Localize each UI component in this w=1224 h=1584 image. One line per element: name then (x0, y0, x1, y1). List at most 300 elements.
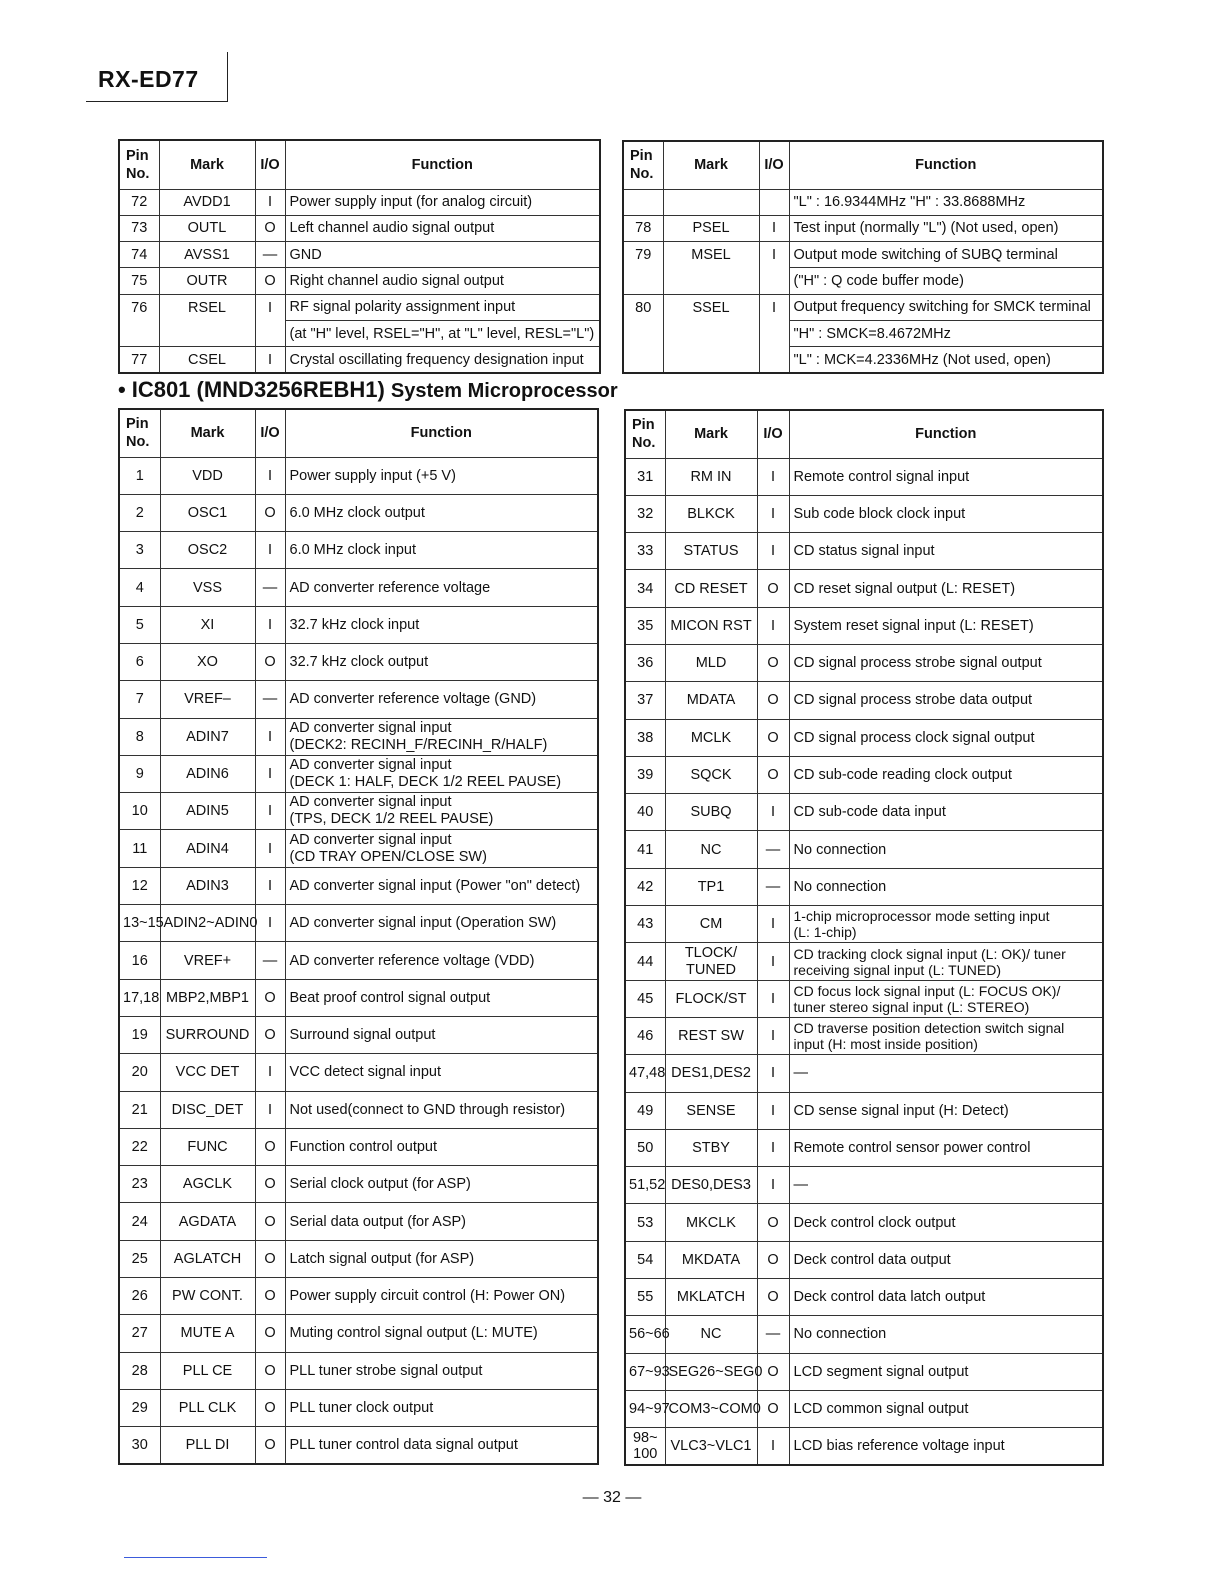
function-cell: 6.0 MHz clock input (285, 532, 598, 569)
pin-cell: 2 (119, 494, 160, 531)
pin-cell: 27 (119, 1315, 160, 1352)
function-cell: PLL tuner strobe signal output (285, 1352, 598, 1389)
table-row (119, 268, 600, 294)
table-row (625, 1092, 1103, 1129)
col-header-io: I/O (759, 141, 789, 189)
table-row (625, 1316, 1103, 1353)
io-cell: O (255, 1352, 285, 1389)
function-cell: CD signal process strobe data output (789, 682, 1103, 719)
pin-cell: 41 (625, 831, 665, 868)
pin-cell: 1 (119, 457, 160, 494)
pin-cell: 46 (625, 1017, 665, 1054)
io-cell: I (255, 718, 285, 755)
function-cell: CD signal process strobe signal output (789, 644, 1103, 681)
mark-cell: DISC_DET (160, 1091, 255, 1128)
mark-cell: ADIN3 (160, 867, 255, 904)
table-row (119, 494, 598, 531)
io-cell: — (255, 242, 285, 268)
table-row (119, 1352, 598, 1389)
function-cell: LCD common signal output (789, 1390, 1103, 1427)
mark-cell: MCLK (665, 719, 757, 756)
io-cell: O (255, 1427, 285, 1464)
io-cell: I (255, 793, 285, 830)
mark-cell: MKLATCH (665, 1279, 757, 1316)
io-cell: I (757, 1428, 789, 1465)
table-row (119, 830, 598, 867)
table-row (625, 533, 1103, 570)
io-cell (759, 268, 789, 294)
col-header-function: Function (285, 140, 600, 189)
io-cell: O (255, 643, 285, 680)
function-text-line2: tuner stereo signal input (L: STEREO) (793, 998, 1030, 1015)
pin-cell: 33 (625, 533, 665, 570)
mark-cell: SEG26~SEG0 (665, 1353, 757, 1390)
pin-cell: 75 (119, 268, 159, 294)
function-cell: AD converter reference voltage (285, 569, 598, 606)
table-row (119, 643, 598, 680)
function-cell (285, 718, 598, 755)
pin-cell: 53 (625, 1204, 665, 1241)
function-cell: Right channel audio signal output (285, 268, 600, 294)
io-cell: I (255, 1054, 285, 1091)
mark-cell: DES0,DES3 (665, 1167, 757, 1204)
io-cell: I (757, 794, 789, 831)
table-row (119, 1427, 598, 1464)
io-cell (255, 320, 285, 346)
io-cell: I (759, 215, 789, 241)
pin-cell: 20 (119, 1054, 160, 1091)
mark-cell: RM IN (665, 458, 757, 495)
function-cell: Surround signal output (285, 1016, 598, 1053)
pin-cell: 21 (119, 1091, 160, 1128)
function-cell: 32.7 kHz clock output (285, 643, 598, 680)
table-row (119, 979, 598, 1016)
mark-cell: REST SW (665, 1017, 757, 1054)
pin-cell: 32 (625, 495, 665, 532)
pin-cell (623, 320, 663, 346)
io-cell: O (255, 1240, 285, 1277)
io-cell: O (255, 1166, 285, 1203)
table-row (625, 943, 1103, 980)
function-cell: Serial clock output (for ASP) (285, 1166, 598, 1203)
function-cell: Serial data output (for ASP) (285, 1203, 598, 1240)
function-cell: RF signal polarity assignment input (285, 294, 600, 320)
table-row (625, 794, 1103, 831)
function-cell: LCD segment signal output (789, 1353, 1103, 1390)
mark-cell: ADIN2~ADIN0 (160, 905, 255, 942)
io-cell: O (255, 1016, 285, 1053)
mark-cell (663, 268, 759, 294)
io-cell: I (255, 755, 285, 792)
mark-cell: FLOCK/ST (665, 980, 757, 1017)
table-row (625, 1129, 1103, 1166)
mark-cell: NC (665, 831, 757, 868)
io-cell: O (757, 644, 789, 681)
function-cell (789, 980, 1103, 1017)
mark-cell: DES1,DES2 (665, 1055, 757, 1092)
pin-cell: 34 (625, 570, 665, 607)
io-cell: I (757, 980, 789, 1017)
mark-cell: ADIN7 (160, 718, 255, 755)
table-row (623, 320, 1103, 346)
table-row (119, 347, 600, 373)
io-cell: O (757, 682, 789, 719)
pin-cell: 80 (623, 294, 663, 320)
function-cell: Deck control data output (789, 1241, 1103, 1278)
table-row (625, 607, 1103, 644)
table-row (625, 644, 1103, 681)
col-header-function: Function (285, 409, 598, 457)
io-cell: O (255, 268, 285, 294)
pin-cell: 22 (119, 1128, 160, 1165)
mark-cell: MKDATA (665, 1241, 757, 1278)
table-row (119, 1128, 598, 1165)
pin-cell (119, 320, 159, 346)
function-cell: AD converter signal input (Power "on" detect) (285, 867, 598, 904)
pin-cell: 49 (625, 1092, 665, 1129)
function-cell: CD sub-code reading clock output (789, 756, 1103, 793)
pin-cell: 9 (119, 755, 160, 792)
function-cell: Remote control signal input (789, 458, 1103, 495)
pin-cell: 12 (119, 867, 160, 904)
pin-cell: 36 (625, 644, 665, 681)
function-text: CD traverse position detection switch signal (793, 1020, 1065, 1037)
pin-cell: 4 (119, 569, 160, 606)
pin-cell: 38 (625, 719, 665, 756)
pin-cell: 6 (119, 643, 160, 680)
pin-cell: 74 (119, 242, 159, 268)
table-row (625, 458, 1103, 495)
pin-cell: 10 (119, 793, 160, 830)
table-row (623, 189, 1103, 215)
col-header-pin: Pin No. (119, 409, 160, 457)
table-row (119, 294, 600, 320)
mark-cell: SURROUND (160, 1016, 255, 1053)
function-cell: No connection (789, 1316, 1103, 1353)
mark-cell: CSEL (159, 347, 255, 373)
col-header-io: I/O (255, 409, 285, 457)
pin-cell (623, 189, 663, 215)
io-cell: O (757, 1390, 789, 1427)
io-cell: O (255, 1128, 285, 1165)
io-cell: I (255, 347, 285, 373)
pin-cell: 26 (119, 1278, 160, 1315)
table-row (625, 1204, 1103, 1241)
function-cell: CD sense signal input (H: Detect) (789, 1092, 1103, 1129)
mark-cell: NC (665, 1316, 757, 1353)
io-cell: — (757, 831, 789, 868)
function-cell (789, 943, 1103, 980)
io-cell: I (757, 1129, 789, 1166)
pin-cell: 25 (119, 1240, 160, 1277)
table-row (119, 867, 598, 904)
function-text: AD converter signal input (289, 831, 452, 848)
mark-cell: STATUS (665, 533, 757, 570)
function-cell: 6.0 MHz clock output (285, 494, 598, 531)
table-row (119, 1278, 598, 1315)
mark-cell: OSC2 (160, 532, 255, 569)
function-cell: Test input (normally "L") (Not used, open) (789, 215, 1103, 241)
function-cell (285, 793, 598, 830)
mark-cell: COM3~COM0 (665, 1390, 757, 1427)
mark-cell: VREF– (160, 681, 255, 718)
mark-cell: AGDATA (160, 1203, 255, 1240)
mark-cell: OUTL (159, 215, 255, 241)
table-row (119, 1166, 598, 1203)
mark-cell: TP1 (665, 868, 757, 905)
function-text-line2: (L: 1-chip) (793, 924, 857, 941)
table-row (119, 532, 598, 569)
io-cell: O (757, 1353, 789, 1390)
io-cell: O (757, 570, 789, 607)
io-cell: I (757, 1055, 789, 1092)
table-row (119, 606, 598, 643)
table-row (119, 569, 598, 606)
pin-table-main-right (624, 409, 1104, 1466)
function-cell: Left channel audio signal output (285, 215, 600, 241)
io-cell: I (255, 606, 285, 643)
function-cell: Not used(connect to GND through resistor) (285, 1091, 598, 1128)
pin-cell (625, 1428, 665, 1465)
mark-cell (665, 943, 757, 980)
pin-cell: 17,18 (119, 979, 160, 1016)
pin-cell: 8 (119, 718, 160, 755)
function-cell: ("H" : Q code buffer mode) (789, 268, 1103, 294)
function-text: 1-chip microprocessor mode setting input (793, 908, 1050, 925)
pin-cell: 76 (119, 294, 159, 320)
pin-cell: 3 (119, 532, 160, 569)
function-text-line2: input (H: most inside position) (793, 1036, 978, 1053)
mark-cell (663, 320, 759, 346)
pin-cell: 19 (119, 1016, 160, 1053)
function-cell: Function control output (285, 1128, 598, 1165)
pin-cell: 50 (625, 1129, 665, 1166)
pin-cell: 28 (119, 1352, 160, 1389)
function-text: CD focus lock signal input (L: FOCUS OK)/ (793, 982, 1061, 999)
mark-cell: PLL DI (160, 1427, 255, 1464)
function-cell: "L" : MCK=4.2336MHz (Not used, open) (789, 347, 1103, 373)
table-row (625, 570, 1103, 607)
pin-cell: 56~66 (625, 1316, 665, 1353)
io-cell: O (757, 1241, 789, 1278)
pin-cell: 54 (625, 1241, 665, 1278)
mark-cell: XO (160, 643, 255, 680)
io-cell: O (255, 1278, 285, 1315)
table-row (119, 681, 598, 718)
table-row (625, 980, 1103, 1017)
mark-cell: BLKCK (665, 495, 757, 532)
mark-cell: CM (665, 906, 757, 943)
col-header-pin: Pin No. (623, 141, 663, 189)
io-cell: I (757, 1167, 789, 1204)
mark-cell: XI (160, 606, 255, 643)
function-cell: Power supply input (for analog circuit) (285, 189, 600, 215)
table-row (119, 242, 600, 268)
io-cell: O (255, 979, 285, 1016)
col-header-mark: Mark (665, 410, 757, 458)
io-cell: — (757, 1316, 789, 1353)
mark-cell: ADIN4 (160, 830, 255, 867)
function-cell (789, 1017, 1103, 1054)
table-row (625, 495, 1103, 532)
function-cell: PLL tuner control data signal output (285, 1427, 598, 1464)
function-cell: GND (285, 242, 600, 268)
table-row (119, 1054, 598, 1091)
pin-cell: 13~15 (119, 905, 160, 942)
table-row (625, 682, 1103, 719)
mark-cell: SENSE (665, 1092, 757, 1129)
mark-cell: VREF+ (160, 942, 255, 979)
table-row (625, 756, 1103, 793)
header-rule (86, 101, 228, 102)
pin-cell: 77 (119, 347, 159, 373)
pin-cell: 67~93 (625, 1353, 665, 1390)
function-text-line2: (DECK2: RECINH_F/RECINH_R/HALF) (289, 736, 548, 753)
function-cell: CD status signal input (789, 533, 1103, 570)
table-row (625, 831, 1103, 868)
io-cell: I (757, 906, 789, 943)
table-row (119, 755, 598, 792)
pin-cell: 94~97 (625, 1390, 665, 1427)
io-cell: O (757, 756, 789, 793)
function-cell: AD converter reference voltage (VDD) (285, 942, 598, 979)
pin-cell: 72 (119, 189, 159, 215)
pin-cell: 31 (625, 458, 665, 495)
pin-cell (623, 347, 663, 373)
pin-cell: 42 (625, 868, 665, 905)
io-cell: O (255, 1203, 285, 1240)
table-row (119, 1203, 598, 1240)
table-row (119, 1240, 598, 1277)
col-header-mark: Mark (663, 141, 759, 189)
mark-cell: PSEL (663, 215, 759, 241)
io-cell: O (255, 215, 285, 241)
table-row (119, 215, 600, 241)
function-cell: Latch signal output (for ASP) (285, 1240, 598, 1277)
function-cell: AD converter signal input (Operation SW) (285, 905, 598, 942)
pin-cell: 40 (625, 794, 665, 831)
mark-cell: MICON RST (665, 607, 757, 644)
footer-rule (124, 1557, 267, 1558)
function-cell: — (789, 1055, 1103, 1092)
pin-number: 98~ (632, 1430, 658, 1447)
table-row (623, 268, 1103, 294)
io-cell: I (255, 905, 285, 942)
table-row (625, 1279, 1103, 1316)
table-row (625, 1390, 1103, 1427)
model-title: RX-ED77 (98, 66, 199, 92)
table-row (623, 294, 1103, 320)
function-cell: VCC detect signal input (285, 1054, 598, 1091)
mark-cell (663, 189, 759, 215)
pin-cell: 79 (623, 242, 663, 268)
mark-cell (663, 347, 759, 373)
io-cell: O (757, 1204, 789, 1241)
function-cell: AD converter reference voltage (GND) (285, 681, 598, 718)
io-cell: O (255, 1389, 285, 1426)
col-header-function: Function (789, 141, 1103, 189)
function-cell (285, 755, 598, 792)
pin-cell: 51,52 (625, 1167, 665, 1204)
function-cell: LCD bias reference voltage input (789, 1428, 1103, 1465)
io-cell: I (255, 189, 285, 215)
function-cell: System reset signal input (L: RESET) (789, 607, 1103, 644)
table-row (119, 189, 600, 215)
mark-cell: PLL CE (160, 1352, 255, 1389)
function-text-line2: (CD TRAY OPEN/CLOSE SW) (289, 848, 487, 865)
function-cell: No connection (789, 868, 1103, 905)
pin-cell: 44 (625, 943, 665, 980)
pin-cell: 37 (625, 682, 665, 719)
pin-cell: 23 (119, 1166, 160, 1203)
pin-cell: 78 (623, 215, 663, 241)
pin-cell: 35 (625, 607, 665, 644)
function-text: AD converter signal input (289, 719, 452, 736)
function-cell: "L" : 16.9344MHz "H" : 33.8688MHz (789, 189, 1103, 215)
function-cell: Crystal oscillating frequency designation input (285, 347, 600, 373)
function-text-line2: receiving signal input (L: TUNED) (793, 961, 1001, 978)
io-cell: I (255, 867, 285, 904)
table-row (625, 1428, 1103, 1465)
function-cell (285, 830, 598, 867)
function-cell: 32.7 kHz clock input (285, 606, 598, 643)
function-cell: Deck control clock output (789, 1204, 1103, 1241)
table-row (625, 1353, 1103, 1390)
table-row (119, 942, 598, 979)
table-row (119, 457, 598, 494)
function-cell: Output frequency switching for SMCK terminal (789, 294, 1103, 320)
mark-text: TLOCK/ (684, 944, 738, 961)
io-cell: O (255, 1315, 285, 1352)
function-cell: CD reset signal output (L: RESET) (789, 570, 1103, 607)
io-cell: — (255, 942, 285, 979)
function-cell: Power supply circuit control (H: Power ON) (285, 1278, 598, 1315)
function-cell: Deck control data latch output (789, 1279, 1103, 1316)
table-row (119, 320, 600, 346)
mark-cell: VSS (160, 569, 255, 606)
mark-cell: MBP2,MBP1 (160, 979, 255, 1016)
io-cell: I (757, 458, 789, 495)
mark-cell: VLC3~VLC1 (665, 1428, 757, 1465)
mark-cell: MSEL (663, 242, 759, 268)
function-cell: Power supply input (+5 V) (285, 457, 598, 494)
table-row (119, 793, 598, 830)
mark-cell: SQCK (665, 756, 757, 793)
mark-cell: MUTE A (160, 1315, 255, 1352)
io-cell: I (255, 1091, 285, 1128)
table-row (119, 718, 598, 755)
pin-cell: 39 (625, 756, 665, 793)
io-cell: I (757, 943, 789, 980)
mark-cell: STBY (665, 1129, 757, 1166)
function-cell: CD sub-code data input (789, 794, 1103, 831)
mark-cell: SSEL (663, 294, 759, 320)
mark-cell: ADIN5 (160, 793, 255, 830)
pin-cell: 5 (119, 606, 160, 643)
header-rule-vertical (227, 52, 228, 102)
table-row (625, 1055, 1103, 1092)
pin-cell: 43 (625, 906, 665, 943)
pin-table-top-right (622, 140, 1104, 374)
mark-cell: RSEL (159, 294, 255, 320)
table-row (625, 906, 1103, 943)
mark-cell: MDATA (665, 682, 757, 719)
mark-cell (159, 320, 255, 346)
function-cell: Remote control sensor power control (789, 1129, 1103, 1166)
function-cell: PLL tuner clock output (285, 1389, 598, 1426)
col-header-pin: Pin No. (625, 410, 665, 458)
function-cell: Muting control signal output (L: MUTE) (285, 1315, 598, 1352)
